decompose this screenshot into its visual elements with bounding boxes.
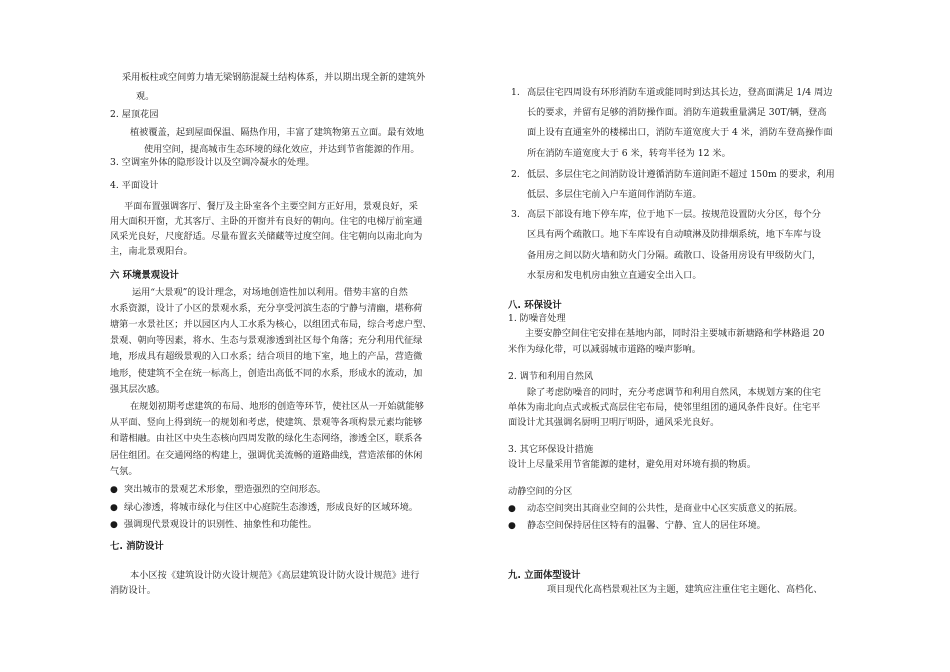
bullet-dot: ● <box>508 521 516 531</box>
heading-environment: 八. 环保设计 <box>508 300 562 311</box>
list-item-line: 区具有两个疏散口。地下车库设有自动喷淋及防排烟系统，地下车库与设 <box>527 229 821 240</box>
paragraph-line: 项目现代化高档景观社区为主题，建筑应注重住宅主题化、高档化、 <box>547 584 823 595</box>
paragraph-line: 气氛。 <box>110 466 138 477</box>
section-title-ac: 3. 空调室外体的隐形设计以及空调冷凝水的处理。 <box>110 157 315 168</box>
paragraph-line: 水系资源，设计了小区的景观水系，充分享受河滨生态的宁静与清幽，堪称荷 <box>110 303 423 314</box>
paragraph-line: 地，形成具有超级景观的入口水系；结合项目的地下室，地上的产品，营造微 <box>110 351 423 362</box>
bullet-item: 绿心渗透，将城市绿化与住区中心庭院生态渗透，形成良好的区域环境。 <box>124 502 418 513</box>
paragraph-line: 除了考虑防噪音的同时，充分考虑调节和利用自然风，本规划方案的住宅 <box>527 387 821 398</box>
bullet-item: 动态空间突出其商业空间的公共性，是商业中心区实质意义的拓展。 <box>527 503 803 514</box>
list-item-line: 面上设有直通室外的楼梯出口，消防车道宽度大于 4 米，消防车登高操作面 <box>527 127 833 138</box>
paragraph-line: 面设计尤其强调名厨明卫明厅明卧，通风采光良好。 <box>508 417 720 428</box>
list-item-line: 备用房之间以防火墙和防火门分隔。疏散口、设备用房设有甲级防火门， <box>527 250 821 261</box>
paragraph-line: 单体为南北向点式或板式高层住宅布局，使邻里组团的通风条件良好。住宅平 <box>508 402 821 413</box>
list-item-line: 水泵房和发电机房由独立直通安全出入口。 <box>527 270 702 281</box>
subsection-title: 3. 其它环保设计措施 <box>508 444 594 455</box>
paragraph-line: 主要安静空间住宅安排在基地内部，同时沿主要城市新塘路和学林路退 20 <box>525 328 825 339</box>
paragraph-line: 消防设计。 <box>110 585 156 596</box>
paragraph-line: 平面布置强调客厅、餐厅及主卧室各个主要空间方正好用，景观良好，采 <box>124 201 418 212</box>
subsection-title: 2. 调节和利用自然风 <box>508 371 594 382</box>
list-item-line: 高层住宅四周设有环形消防车道或能同时到达其长边，登高面满足 1/4 周边 <box>527 87 833 98</box>
paragraph-line: 米作为绿化带，可以减弱城市道路的噪声影响。 <box>508 344 701 355</box>
list-number: 2. <box>511 169 520 180</box>
paragraph-line: 植被覆盖，起到屋面保温、隔热作用，丰富了建筑物第五立面。最有效地 <box>130 127 424 138</box>
paragraph-line: 在规划初期考虑建筑的布局、地形的创造等环节，使社区从一开始就能够 <box>130 401 424 412</box>
list-number: 1. <box>511 87 520 98</box>
subsection-title: 1. 防噪音处理 <box>508 313 566 324</box>
paragraph-line: 从平面、竖向上得到统一的规划和考虑，使建筑、景观等各项构景元素均能够 <box>110 417 423 428</box>
bullet-dot: ● <box>508 504 516 514</box>
bullet-dot: ● <box>110 485 118 495</box>
paragraph-line: 运用“大景观”的设计理念，对场地创造性加以利用。借势丰富的自然 <box>132 287 408 298</box>
section-title-roof-garden: 2. 屋顶花园 <box>110 109 159 120</box>
paragraph-line: 景观、朝向等因素，将水、生态与景观渗透到社区每个角落；充分利用代征绿 <box>110 335 423 346</box>
paragraph-line: 地形，使建筑不全在统一标高上，创造出高低不同的水系，形成水的流动，加 <box>110 368 423 379</box>
paragraph-line: 设计上尽量采用节省能源的建材，避免用对环境有损的物质。 <box>508 459 757 470</box>
paragraph-line: 本小区按《建筑设计防火设计规范》《高层建筑设计防火设计规范》进行 <box>130 570 420 581</box>
subsection-title: 动静空间的分区 <box>508 486 573 497</box>
list-item-line: 低层、多层住宅之间消防设计遵循消防车道间距不超过 150m 的要求，利用 <box>527 169 835 180</box>
list-item-line: 长的要求，并留有足够的消防操作面。消防车道载重量满足 30T/辆，登高 <box>527 107 827 118</box>
paragraph-line: 采用板柱或空间剪力墙无梁钢筋混凝土结构体系，并以期出现全新的建筑外 <box>122 72 426 83</box>
paragraph-line: 和谐相融。由社区中央生态核向四周发散的绿化生态网络，渗透全区，联系各 <box>110 433 423 444</box>
paragraph-line: 风采光良好，尺度舒适。尽量布置玄关储藏等过度空间。住宅朝向以南北向为 <box>110 231 423 242</box>
list-item-line: 高层下部设有地下停车库，位于地下一层。按规范设置防火分区，每个分 <box>527 209 821 220</box>
heading-landscape: 六 环境景观设计 <box>110 270 179 281</box>
paragraph-line: 观。 <box>136 91 155 102</box>
bullet-item: 强调现代景观设计的识别性、抽象性和功能性。 <box>124 519 317 530</box>
bullet-item: 静态空间保持居住区特有的温馨、宁静、宜人的居住环境。 <box>527 520 766 531</box>
bullet-item: 突出城市的景观艺术形象，塑造强烈的空间形态。 <box>124 484 327 495</box>
paragraph-line: 强其层次感。 <box>110 384 166 395</box>
heading-fire: 七. 消防设计 <box>110 541 164 552</box>
paragraph-line: 居住组团。在交通网络的构建上，强调优美流畅的道路曲线，营造浓郁的休闲 <box>110 450 423 461</box>
list-number: 3. <box>511 209 520 220</box>
paragraph-line: 使用空间，提高城市生态环境的绿化效应，并达到节省能源的作用。 <box>144 144 420 155</box>
section-title-plan: 4. 平面设计 <box>110 180 159 191</box>
paragraph-line: 塘第一水景社区；并以园区内人工水系为核心，以组团式布局，综合考虑户型、 <box>110 319 432 330</box>
list-item-line: 低层、多层住宅前入户车道间作消防车道。 <box>527 189 702 200</box>
list-item-line: 所在消防车道宽度大于 6 米，转弯半径为 12 米。 <box>527 148 731 159</box>
paragraph-line: 主，南北景观阳台。 <box>110 246 193 257</box>
paragraph-line: 用大面积开窗，尤其客厅、主卧的开窗并有良好的朝向。住宅的电梯厅前室通 <box>110 216 423 227</box>
bullet-dot: ● <box>110 503 118 513</box>
heading-facade: 九. 立面体型设计 <box>508 570 581 581</box>
bullet-dot: ● <box>110 520 118 530</box>
